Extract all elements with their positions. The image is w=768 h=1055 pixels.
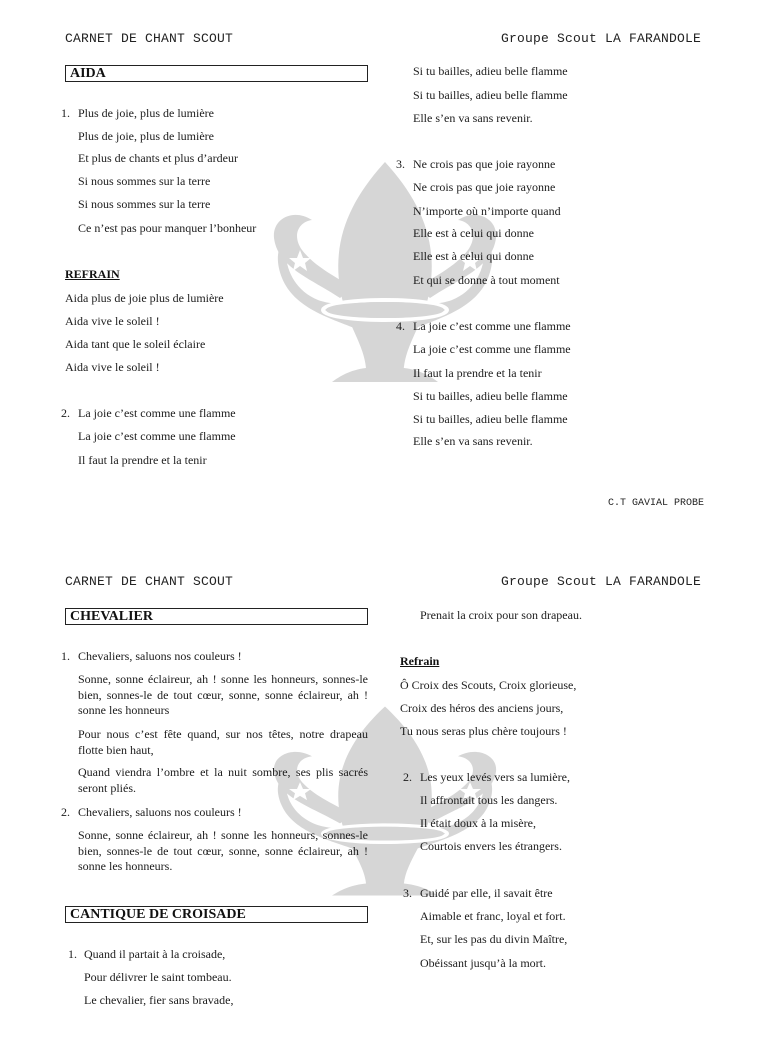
verse-number: 1. xyxy=(68,947,77,961)
verse-line: Elle est à celui qui donne xyxy=(413,249,534,263)
verse-line: La joie c’est comme une flamme xyxy=(78,429,236,443)
refrain-line: Croix des héros des anciens jours, xyxy=(400,701,564,715)
verse-line: La joie c’est comme une flamme xyxy=(413,319,571,333)
verse-line: Et plus de chants et plus d’ardeur xyxy=(78,151,238,165)
refrain-line: Aida vive le soleil ! xyxy=(65,314,160,328)
verse-line: Elle est à celui qui donne xyxy=(413,226,534,240)
verse-line: Pour délivrer le saint tombeau. xyxy=(84,970,232,984)
refrain-label: REFRAIN xyxy=(65,267,120,281)
header-right: Groupe Scout LA FARANDOLE xyxy=(500,31,701,46)
verse-line: Prenait la croix pour son drapeau. xyxy=(420,608,582,622)
verse-line: Si nous sommes sur la terre xyxy=(78,197,211,211)
verse-line: Et qui se donne à tout moment xyxy=(413,273,560,287)
verse-line: Plus de joie, plus de lumière xyxy=(78,106,214,120)
verse-line: Quand il partait à la croisade, xyxy=(84,947,226,961)
verse-line: Ce n’est pas pour manquer l’bonheur xyxy=(78,221,257,235)
verse-number: 2. xyxy=(61,805,70,819)
verse-line: Courtois envers les étrangers. xyxy=(420,839,562,853)
verse-paragraph: Quand viendra l’ombre et la nuit sombre, ses plis sacrés seront pliés. xyxy=(78,765,368,795)
verse-paragraph: Sonne, sonne éclaireur, ah ! sonne les honneurs, sonnes-le bien, sonnes-le de tout cœur, sonne, sonne éclaireur, ah ! sonne les honneurs. xyxy=(78,828,368,873)
refrain-line: Aida vive le soleil ! xyxy=(65,360,160,374)
verse-line: Si tu bailles, adieu belle flamme xyxy=(413,88,568,102)
header-left: CARNET DE CHANT SCOUT xyxy=(65,31,234,46)
verse-line: La joie c’est comme une flamme xyxy=(78,406,236,420)
verse-line: Les yeux levés vers sa lumière, xyxy=(420,770,570,784)
verse-line: La joie c’est comme une flamme xyxy=(413,342,571,356)
verse-line: Aimable et franc, loyal et fort. xyxy=(420,909,566,923)
verse-line: Chevaliers, saluons nos couleurs ! xyxy=(78,649,242,663)
verse-line: Si nous sommes sur la terre xyxy=(78,174,211,188)
verse-line: Il était doux à la misère, xyxy=(420,816,536,830)
header-right: Groupe Scout LA FARANDOLE xyxy=(500,574,701,589)
verse-line: N’importe où n’importe quand xyxy=(413,204,561,218)
verse-line: Obéissant jusqu’à la mort. xyxy=(420,956,546,970)
verse-number: 3. xyxy=(396,157,405,171)
verse-line: Il affrontait tous les dangers. xyxy=(420,793,558,807)
verse-number: 1. xyxy=(61,106,70,120)
songbook-page-1 xyxy=(0,0,768,512)
refrain-label: Refrain xyxy=(400,654,440,668)
song-title: CANTIQUE DE CROISADE xyxy=(65,906,368,923)
verse-number: 4. xyxy=(396,319,405,333)
verse-number: 1. xyxy=(61,649,70,663)
refrain-line: Ô Croix des Scouts, Croix glorieuse, xyxy=(400,678,577,692)
verse-line: Ne crois pas que joie rayonne xyxy=(413,157,556,171)
refrain-line: Tu nous seras plus chère toujours ! xyxy=(400,724,567,738)
verse-line: Il faut la prendre et la tenir xyxy=(78,453,207,467)
songbook-page-2 xyxy=(0,543,768,1055)
song-title: CHEVALIER xyxy=(65,608,368,625)
verse-line: Guidé par elle, il savait être xyxy=(420,886,553,900)
verse-line: Si tu bailles, adieu belle flamme xyxy=(413,412,568,426)
song-title: AIDA xyxy=(65,65,368,82)
header-left: CARNET DE CHANT SCOUT xyxy=(65,574,234,589)
verse-number: 2. xyxy=(61,406,70,420)
verse-line: Si tu bailles, adieu belle flamme xyxy=(413,389,568,403)
verse-number: 2. xyxy=(403,770,412,784)
verse-line: Le chevalier, fier sans bravade, xyxy=(84,993,234,1007)
verse-line: Elle s’en va sans revenir. xyxy=(413,434,533,448)
page-footer: C.T GAVIAL PROBE xyxy=(607,498,704,509)
verse-paragraph: Sonne, sonne éclaireur, ah ! sonne les honneurs, sonnes-le bien, sonnes-le de tout cœur, sonne, sonne éclaireur, ah ! sonne les honneurs xyxy=(78,672,368,717)
verse-line: Plus de joie, plus de lumière xyxy=(78,129,214,143)
verse-line: Si tu bailles, adieu belle flamme xyxy=(413,64,568,78)
verse-line: Chevaliers, saluons nos couleurs ! xyxy=(78,805,242,819)
verse-line: Il faut la prendre et la tenir xyxy=(413,366,542,380)
verse-paragraph: Pour nous c’est fête quand, sur nos têtes, notre drapeau flotte bien haut, xyxy=(78,727,368,757)
verse-line: Et, sur les pas du divin Maître, xyxy=(420,932,568,946)
verse-number: 3. xyxy=(403,886,412,900)
verse-line: Elle s’en va sans revenir. xyxy=(413,111,533,125)
refrain-line: Aida plus de joie plus de lumière xyxy=(65,291,224,305)
verse-line: Ne crois pas que joie rayonne xyxy=(413,180,556,194)
refrain-line: Aida tant que le soleil éclaire xyxy=(65,337,206,351)
